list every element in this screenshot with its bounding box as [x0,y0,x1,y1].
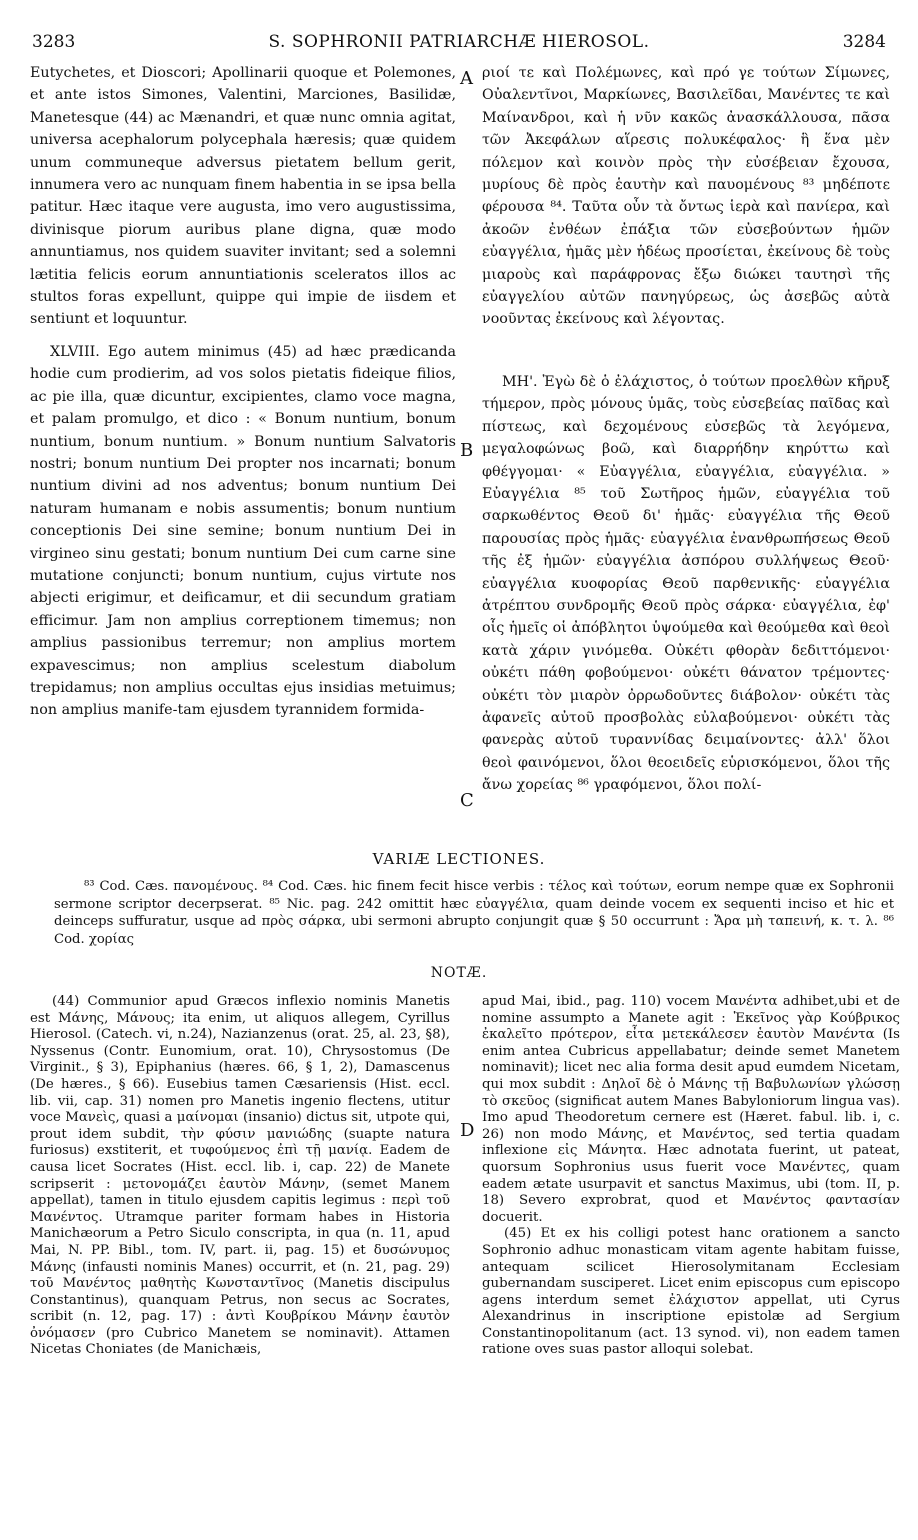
page-number-right: 3284 [842,32,886,52]
variae-heading: VARIÆ LECTIONES. [372,850,546,868]
note-45: (45) Et ex his colligi potest hanc orationem a sancto Sophronio adhuc monasticam vitam agente habitam fuisse, antequam scilicet Hierosolymitanam Ecclesiam gubernandam susciperet. Licet enim episcopus cum episcopo agens interdum semet ἐλάχιστον appellat, uti Cyrus Alexandrinus in inscriptione epistolæ ad Sergium Constantinopolitanum (act. 13 synod. vi), non eadem tamen ratione oves suas pastor alloqui solebat. [482,1226,900,1358]
note-44-continued: apud Mai, ibid., pag. 110) vocem Μανέντα adhibet,ubi et de nomine assumpto a Manete agit : Ἐκεῖνος γὰρ Κούβρικος ἐκαλεῖτο πρότερον, εἶτα μετεκάλεσεν ἑαυτὸν Μανέντα (Is enim antea Cubricus appellabatur; deinde semet Manetem nominavit); licet nec alia forma desit apud eumdem Nicetam, qui mox subdit : Δηλοῖ δὲ ὁ Μάνης τῇ Βαβυλωνίων γλώσσῃ τὸ σκεῦος (significat autem Manes Babyloniorum lingua vas). Imo apud Theodoretum cernere est (Hæret. fabul. lib. i, c. 26) non modo Μάνης, et Μανέντος, sed tertia quadam inflexione εἰς Μάνητα. Hæc adnotata fuerint, ut pateat, quorsum Sophronius usus fuerit voce Μανέντες, quam eadem ætate usurpavit et sanctus Maximus, ubi (tom. II, p. 18) Severo exprobrat, quod et Μανέντος φαντασίαν docuerit. [482,994,900,1225]
running-title: S. SOPHRONII PATRIARCHÆ HIEROSOL. [268,32,650,52]
greek-paragraph-1: ριοί τε καὶ Πολέμωνες, καὶ πρό γε τούτων Σίμωνες, Οὐαλεντῖνοι, Μαρκίωνες, Βασιλεῖδαι, Μανέντες τε καὶ Μαίνανδροι, καὶ ἡ νῦν κακῶς ἀνασκάλλουσα, πᾶσα τῶν Ἀκεφάλων αἵρεσις πολυκέφαλος· ἣ ἕνα μὲν πόλεμον καὶ κοινὸν πρὸς τὴν εὐσέβειαν ἔχουσα, μυρίους δὲ πρὸς ἑαυτὴν καὶ παυομένους ⁸³ μηδέποτε φέρουσα ⁸⁴. Ταῦτα οὖν τὰ ὄντως ἱερὰ καὶ πανίερα, καὶ ἀκοῶν ἐνθέων ἐπάξια τῶν εὐσεβούντων ἡμῶν εὐαγγέλια, ἡμᾶς μὲν ἡδέως προσίεται, ἐκείνους δὲ τοὺς μιαροὺς καὶ παράφρονας ἔξω διώκει ταυτησὶ τῆς εὐαγγελίου αὐτῶν πανηγύρεως, ὡς ἀσεβῶς αὐτὰ νοοῦντας ἐκείνους καὶ λέγοντας. [482,65,890,328]
notae-heading: NOTÆ. [430,965,488,981]
page-number-left: 3283 [32,32,76,52]
latin-paragraph-1: Eutychetes, et Dioscori; Apollinarii quoque et Polemones, et ante istos Simones, Valentini, Marciones, Basilidæ, Manetesque (44) ac Mænandri, et quæ nunc omnia agitat, universa acephalorum polycephala hæresis; quæ quidem unum communeque adversus pietatem bellum gerit, innumera vero ac nunquam finem habentia in se ipsa bella patitur. Hæc itaque vere augusta, imo vero augustissima, divinisque piorum auribus plane digna, quæ modo annuntiamus, nos quidem suaviter invitant; sed a solemni lætitia felicis eorum annuntiationis sceleratos illos ac stultos foras expellunt, quippe qui impie de iisdem et sentiunt et loquuntur. [30,65,456,328]
notes-left-column [30,994,450,1359]
margin-letter-d: D [460,1120,475,1141]
latin-column [30,62,456,722]
margin-letter-b: B [460,440,474,461]
margin-letter-c: C [460,790,474,811]
greek-paragraph-2: ΜΗ'. Ἐγὼ δὲ ὁ ἐλάχιστος, ὁ τούτων προελθὼν κῆρυξ τήμερον, πρὸς μόνους ὑμᾶς, τοὺς εὐσεβείας παῖδας καὶ πίστεως, καὶ δεχομένους εὐσεβῶς τὰ λεγόμενα, μεγαλοφώνως βοῶ, καὶ διαρρήδην κηρύττω καὶ φθέγγομαι· « Εὐαγγέλια, εὐαγγέλια, εὐαγγέλια. » Εὐαγγέλια ⁸⁵ τοῦ Σωτῆρος ἡμῶν, εὐαγγέλια τοῦ σαρκωθέντος Θεοῦ δι' ἡμᾶς· εὐαγγέλια τῆς Θεοῦ παρουσίας πρὸς ἡμᾶς· εὐαγγέλια ἐνανθρωπήσεως Θεοῦ τῆς ἐξ ἡμῶν· εὐαγγέλια ἀσπόρου συλλήψεως Θεοῦ· εὐαγγέλια κυοφορίας Θεοῦ παρθενικῆς· εὐαγγέλια ἀτρέπτου συνδρομῆς Θεοῦ πρὸς σάρκα· εὐαγγέλια, ἐφ' οἷς ἡμεῖς οἱ ἀπόβλητοι ὑψούμεθα καὶ θεούμεθα καὶ θεοὶ κατὰ χάριν γινόμεθα. Οὐκέτι φθορὰν δεδιττόμενοι· οὐκέτι πάθη φοβούμενοι· οὐκέτι θάνατον τρέμοντες· οὐκέτι τὸν μιαρὸν ὀρρωδοῦντες διάβολον· οὐκέτι τὰς ἀφανεῖς αὐτοῦ προσβολὰς εὐλαβούμενοι· οὐκέτι τὰς φανερὰς αὐτοῦ τυραννίδας δειμαίνοντες· ἀλλ' ὅλοι θεοὶ φαινόμενοι, ὅλοι θεοειδεῖς εὑρισκόμενοι, ὅλοι τῆς ἄνω χορείας ⁸⁶ γραφόμενοι, ὅλοι πολί- [482,373,890,794]
note-44: (44) Communior apud Græcos inflexio nominis Manetis est Μάνης, Μάνους; ita enim, ut aliquos allegem, Cyrillus Hierosol. (Catech. vi, n.24), Nazianzenus (orat. 25, al. 23, §8), Nyssenus (Contr. Eunomium, orat. 10), Chrysostomus (De Virginit., § 3), Epiphanius (hæres. 66, § 1, 2), Damascenus (De hæres., § 66). Eusebius tamen Cæsariensis (Hist. eccl. lib. vii, cap. 31) nomen pro Manetis ingenio flectens, utitur voce Μανεὶς, quasi a μαίνομαι (insanio) dictus sit, utpote qui, prout idem subdit, τὴν φύσιν μανιώδης (suapte natura furiosus) exstiterit, et τυφούμενος ἐπὶ τῇ μανίᾳ. Eadem de causa licet Socrates (Hist. eccl. lib. i, cap. 22) de Manete scripserit : μετονομάζει ἑαυτὸν Μάνην, (semet Manem appellat), tamen in titulo ejusdem capitis legimus : περὶ τοῦ Μανέντος. Utramque pariter formam habes in Historia Manichæorum a Petro Siculo conscripta, in qua (n. 11, apud Mai, N. PP. Bibl., tom. IV, part. ii, pag. 15) et δυσώνυμος Μάνης (infausti nominis Manes) occurrit, et (n. 21, pag. 29) τοῦ Μανέντος μαθητὴς Κωνσταντῖνος (Manetis discipulus Constantinus), quanquam Petrus, non secus ac Socrates, scribit (n. 12, pag. 17) : ἀντὶ Κουβρίκου Μάνην ἑαυτὸν ὀνόμασεν (pro Cubrico Manetem se nominavit). Attamen Nicetas Choniates (de Manichæis, [30,994,450,1358]
greek-column [482,62,890,797]
notes-right-column [482,994,900,1359]
page-header [30,32,888,58]
variae-lectiones [54,878,894,948]
margin-letter-a: A [460,68,473,89]
latin-paragraph-2: XLVIII. Ego autem minimus (45) ad hæc prædicanda hodie cum prodierim, ad vos solos pietatis fideique filios, ac pie illa, quæ dicuntur, excipientes, clamo voce magna, et palam promulgo, et dico : « Bonum nuntium, bonum nuntium, bonum nuntium. » Bonum nuntium Salvatoris nostri; bonum nuntium Dei propter nos incarnati; bonum nuntium divini ad nos adventus; bonum nuntium Dei naturam humanam e nobis assumentis; bonum nuntium conceptionis Dei sine semine; bonum nuntium Dei in virgineo sinu gestati; bonum nuntium Dei cum carne sine mutatione conjuncti; bonum nuntium, cujus virtute nos abjecti erigimur, et deificamur, et dii secundum gratiam efficimur. Jam non amplius correptionem timemus; non amplius passionibus terremur; non amplius mortem expavescimus; non amplius scelestum diabolum trepidamus; non amplius occultas ejus insidias metuimus; non amplius manife-tam ejusdem tyrannidem formida- [30,343,456,719]
variae-text: ⁸³ Cod. Cæs. πανομένους. ⁸⁴ Cod. Cæs. hic finem fecit hisce verbis : τέλος καὶ τούτων, eorum nempe quæ ex Sophronii sermone scriptor decerpserat. ⁸⁵ Nic. pag. 242 omittit hæc εὐαγγέλια, quam deinde vocem ex sequenti inciso et hic et deinceps suffuratur, usque ad πρὸς σάρκα, ubi sermoni abrupto conjungit quæ § 50 occurrunt : Ἄρα μὴ ταπεινή, κ. τ. λ. ⁸⁶ Cod. χορίας [54,879,894,947]
